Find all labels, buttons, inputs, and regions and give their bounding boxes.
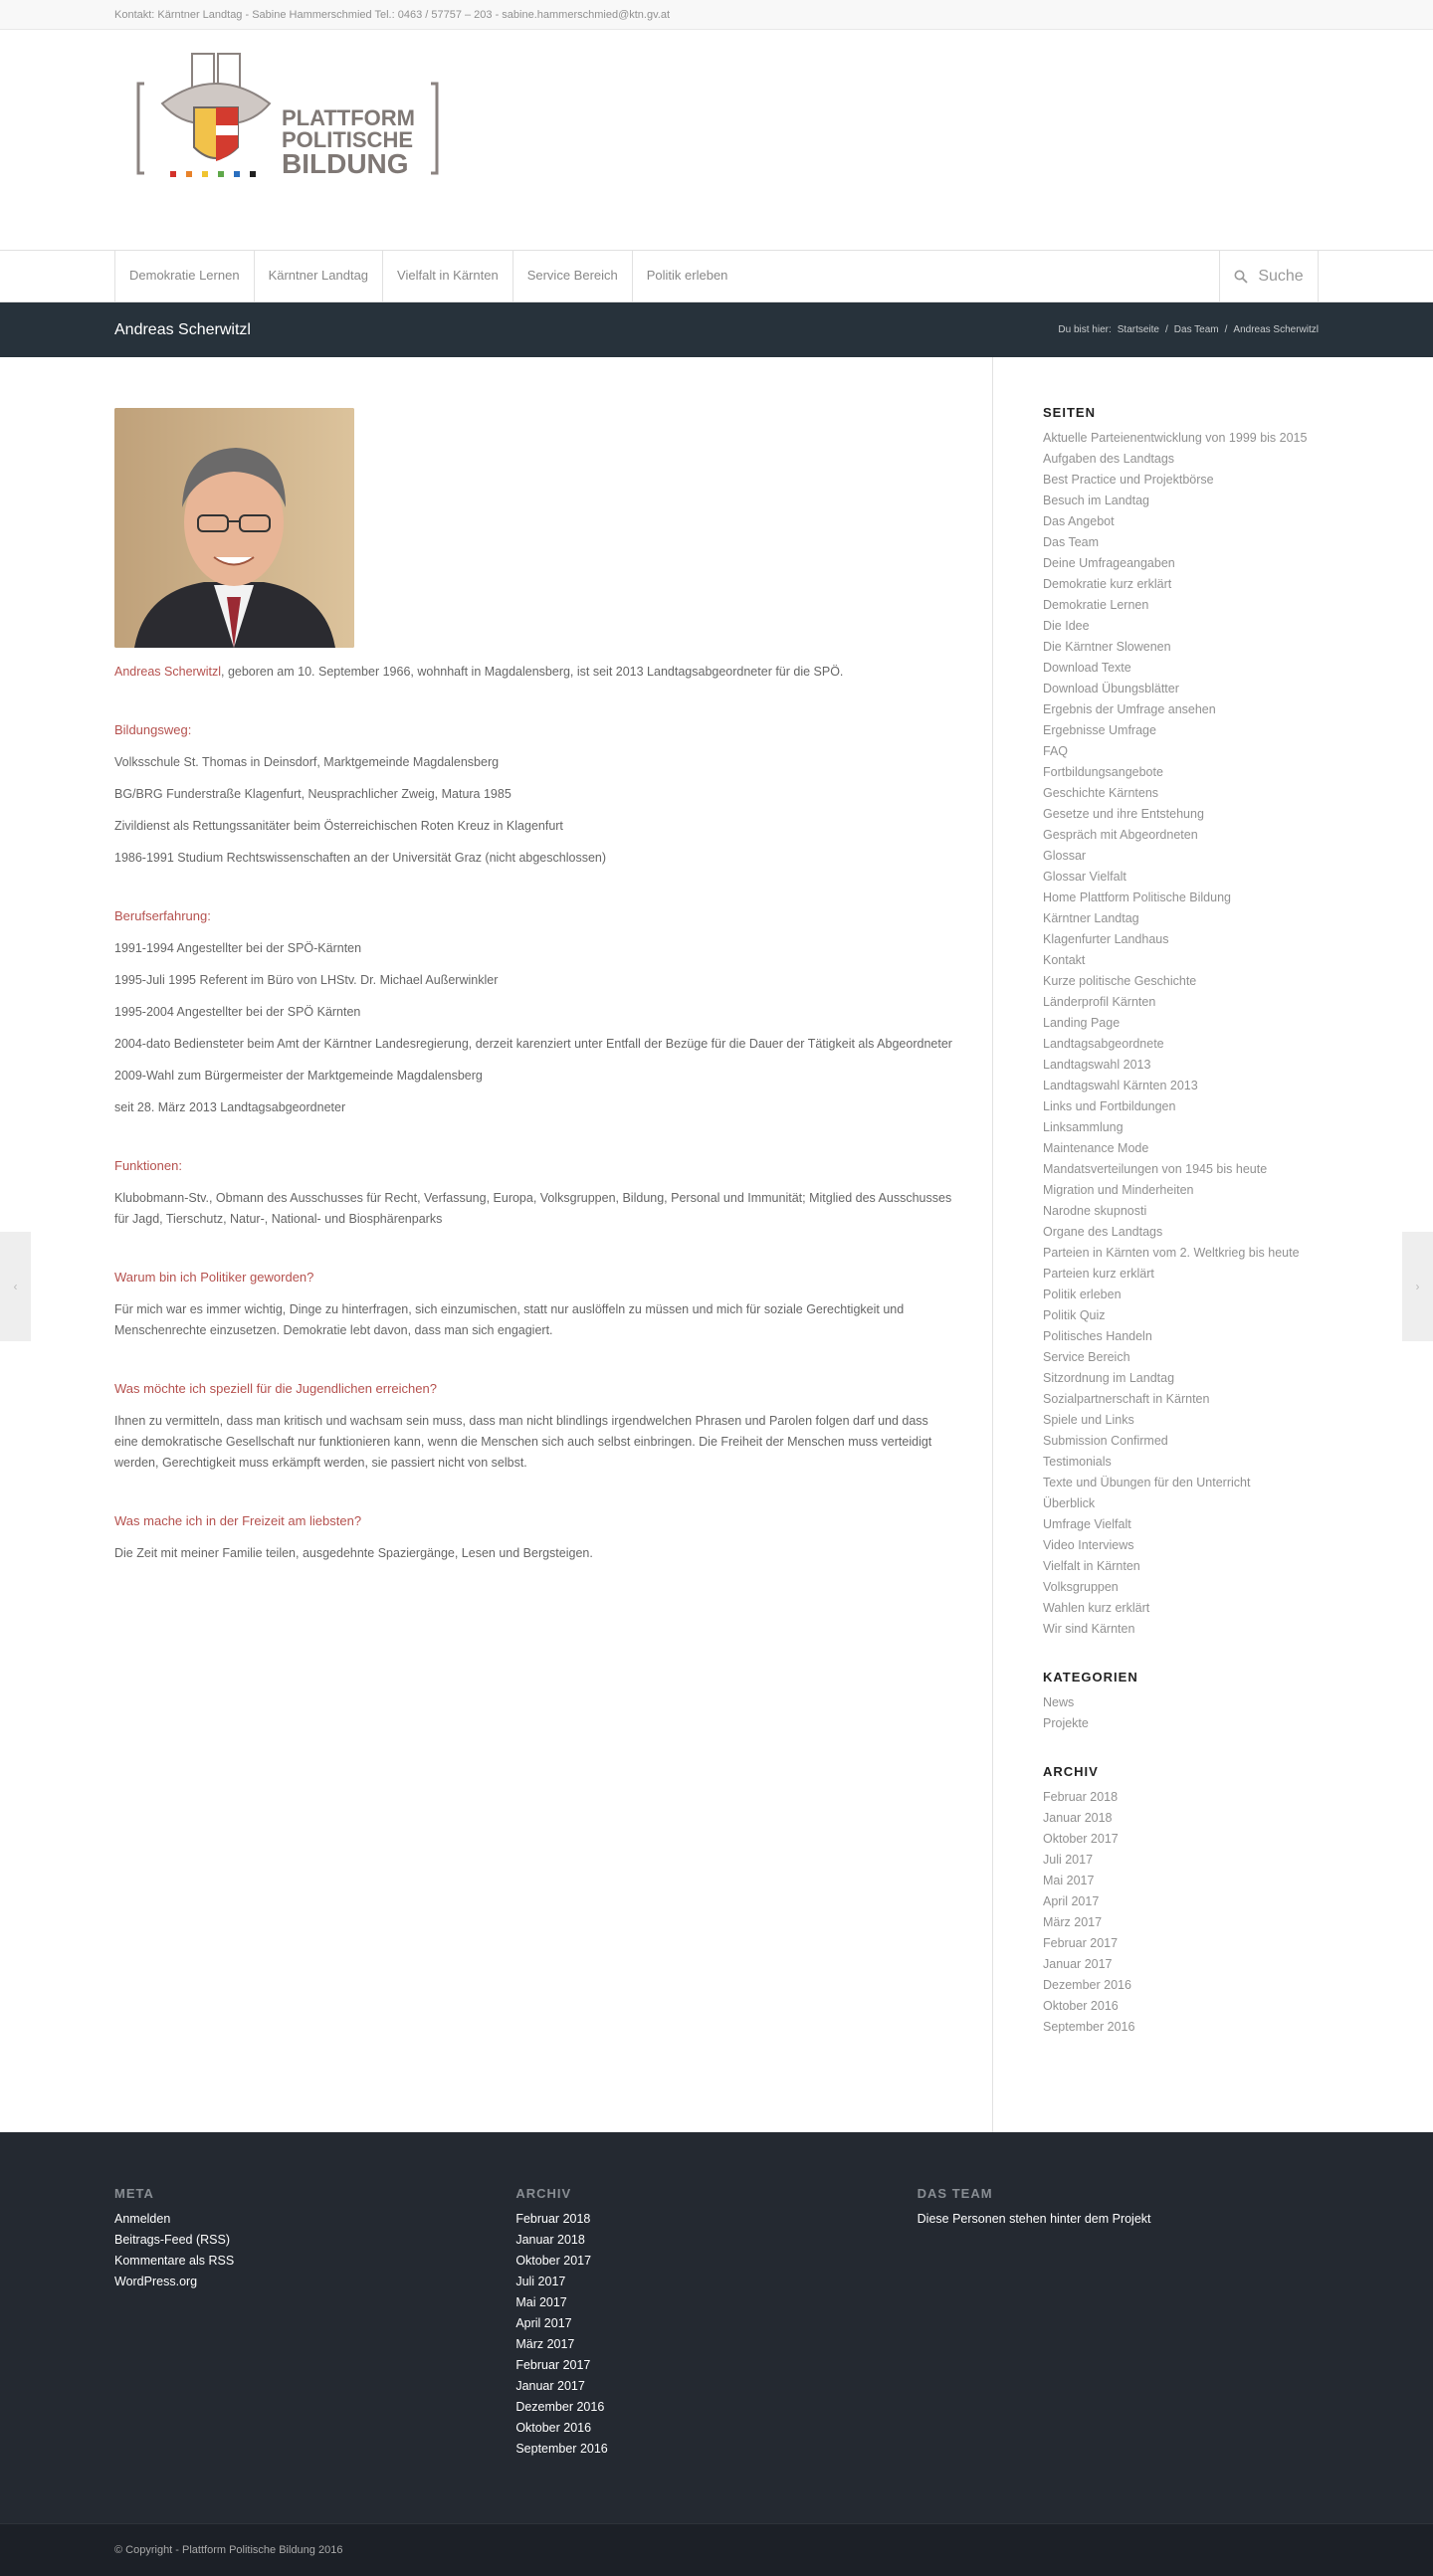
sidebar-page-item xyxy=(1043,741,1319,762)
sidebar-page-item-link[interactable]: Politisches Handeln xyxy=(1043,1329,1152,1343)
sidebar-page-item xyxy=(1043,699,1319,720)
beruf-item: 1995-Juli 1995 Referent im Büro von LHStv. Dr. Michael Außerwinkler xyxy=(114,973,499,987)
sidebar-page-item xyxy=(1043,428,1319,449)
sidebar-archive-item xyxy=(1043,1954,1319,1975)
sidebar-page-item-link[interactable]: Das Team xyxy=(1043,535,1100,549)
footer-archive-item-link[interactable]: September 2016 xyxy=(515,2442,608,2456)
funktionen-text: Klubobmann-Stv., Obmann des Ausschusses für Recht, Verfassung, Europa, Volksgruppen, Bildung, Personal und Immunität; Mitglied des Ausschusses für Jagd, Tierschutz, Natur-, National- und Biosphärenparks xyxy=(114,1191,952,1226)
sidebar-page-item xyxy=(1043,1159,1319,1180)
sidebar-archive-item xyxy=(1043,1912,1319,1933)
sidebar-archive-item-link[interactable]: Mai 2017 xyxy=(1043,1874,1095,1887)
sidebar-page-item-link[interactable]: Glossar Vielfalt xyxy=(1043,870,1126,884)
sidebar-archive-item xyxy=(1043,1850,1319,1871)
footer-archive-item xyxy=(515,2292,917,2313)
sidebar-page-item-link[interactable]: Die Kärntner Slowenen xyxy=(1043,640,1171,654)
sidebar-page-item xyxy=(1043,1076,1319,1096)
logo-icon xyxy=(132,44,451,193)
sidebar-page-item-link[interactable]: Kontakt xyxy=(1043,953,1086,967)
sidebar-page-item-link[interactable]: FAQ xyxy=(1043,744,1069,758)
footer-meta-item-link[interactable]: WordPress.org xyxy=(114,2275,198,2288)
sidebar-page-item xyxy=(1043,1556,1319,1577)
sidebar-page-item xyxy=(1043,783,1319,804)
sidebar-page-item xyxy=(1043,1013,1319,1034)
sidebar-page-item xyxy=(1043,908,1319,929)
sidebar-page-item xyxy=(1043,804,1319,825)
sidebar-page-item xyxy=(1043,825,1319,846)
footer-meta-item xyxy=(114,2272,515,2292)
sidebar-page-item xyxy=(1043,1410,1319,1431)
sidebar-page-item-link[interactable]: Kärntner Landtag xyxy=(1043,911,1139,925)
sidebar-page-item-link[interactable]: Ergebnisse Umfrage xyxy=(1043,723,1156,737)
sidebar-page-item xyxy=(1043,553,1319,574)
footer-team-text: Diese Personen stehen hinter dem Projekt xyxy=(917,2212,1151,2226)
copyright-text: © Copyright - Plattform Politische Bildung 2016 xyxy=(114,2544,343,2556)
sidebar-page-item xyxy=(1043,1326,1319,1347)
sidebar-page-item xyxy=(1043,1514,1319,1535)
sidebar-page-item xyxy=(1043,1473,1319,1493)
sidebar-page-item xyxy=(1043,658,1319,679)
footer-archive-item-link[interactable]: Februar 2018 xyxy=(515,2212,591,2226)
sidebar-page-item-link[interactable]: Wir sind Kärnten xyxy=(1043,1622,1135,1636)
sidebar-page-item-link[interactable]: Video Interviews xyxy=(1043,1538,1134,1552)
sidebar-page-item-link[interactable]: Best Practice und Projektbörse xyxy=(1043,473,1214,487)
sidebar-archive-item xyxy=(1043,1933,1319,1954)
sidebar-page-item xyxy=(1043,1493,1319,1514)
footer-archive-item xyxy=(515,2272,917,2292)
sidebar-page-item xyxy=(1043,491,1319,511)
sidebar-page-item-link[interactable]: Gesetze und ihre Entstehung xyxy=(1043,807,1204,821)
top-contact-bar xyxy=(0,0,1433,30)
sidebar-page-item-link[interactable]: Aufgaben des Landtags xyxy=(1043,452,1175,466)
sidebar-archive-item xyxy=(1043,1829,1319,1850)
main-area xyxy=(114,357,1319,2132)
sidebar-page-item xyxy=(1043,679,1319,699)
nav-item-vielfalt[interactable]: Vielfalt in Kärnten xyxy=(382,251,512,302)
footer-heading-team: DAS TEAM xyxy=(917,2186,993,2201)
sidebar-page-item-link[interactable]: Deine Umfrageangaben xyxy=(1043,556,1175,570)
search-button[interactable] xyxy=(1219,251,1319,302)
footer-archive-item-link[interactable]: Juli 2017 xyxy=(515,2275,566,2288)
section-heading-bildungsweg: Bildungsweg: xyxy=(114,722,192,737)
footer-archive-item-link[interactable]: März 2017 xyxy=(515,2337,575,2351)
footer-archive-item-link[interactable]: Mai 2017 xyxy=(515,2295,567,2309)
contact-text: Kontakt: Kärntner Landtag - Sabine Hammerschmied Tel.: 0463 / 57757 – 203 - sabine.hammerschmied@ktn.gv.at xyxy=(114,9,671,21)
sidebar-archive-item xyxy=(1043,1891,1319,1912)
sidebar-page-item-link[interactable]: Parteien kurz erklärt xyxy=(1043,1267,1154,1281)
sidebar-archive-item xyxy=(1043,2017,1319,2038)
page-title-bar xyxy=(0,302,1433,357)
copyright-bar xyxy=(0,2523,1433,2576)
sidebar-page-item xyxy=(1043,1222,1319,1243)
breadcrumb-team[interactable]: Das Team xyxy=(1173,324,1219,335)
footer-archive-item-link[interactable]: Januar 2017 xyxy=(515,2379,585,2393)
jugendliche-text: Ihnen zu vermitteln, dass man kritisch und wachsam sein muss, dass man nicht blindlings irgendwelchen Phrasen und Parolen folgen darf und dass eine demokratische Gesellschaft nur funktionieren kann, wenn die Menschen sich auch selbst einbringen. Die Freiheit der Menschen muss verteidigt werden, Gerechtigkeit muss erkämpft werden, sie passiert nicht von selbst. xyxy=(114,1414,932,1470)
sidebar-page-item-link[interactable]: Wahlen kurz erklärt xyxy=(1043,1601,1150,1615)
footer-archive-item xyxy=(515,2209,917,2230)
footer-archive-item xyxy=(515,2334,917,2355)
sidebar-archive-item-link[interactable]: Juli 2017 xyxy=(1043,1853,1094,1867)
beruf-item: 1991-1994 Angestellter bei der SPÖ-Kärnten xyxy=(114,941,362,955)
sidebar-archive-item-link[interactable]: Januar 2018 xyxy=(1043,1811,1113,1825)
sidebar-page-item xyxy=(1043,449,1319,470)
sidebar-page-item-link[interactable]: Landtagsabgeordnete xyxy=(1043,1037,1164,1051)
breadcrumb-home[interactable]: Startseite xyxy=(1117,324,1159,335)
sidebar-page-item-link[interactable]: Testimonials xyxy=(1043,1455,1112,1469)
sidebar-page-item-link[interactable]: Landtagswahl 2013 xyxy=(1043,1058,1151,1072)
sidebar-page-item-link[interactable]: Service Bereich xyxy=(1043,1350,1130,1364)
sidebar-page-item xyxy=(1043,1034,1319,1055)
sidebar-page-item xyxy=(1043,595,1319,616)
warum-politiker-text: Für mich war es immer wichtig, Dinge zu hinterfragen, sich einzumischen, statt nur auslöffeln zu müssen und mich für soziale Gerechtigkeit und Menschenrechte einzusetzen. Demokratie lebt davon, dass man sich engagiert. xyxy=(114,1302,905,1337)
sidebar-page-item xyxy=(1043,616,1319,637)
sidebar-page-item-link[interactable]: Demokratie kurz erklärt xyxy=(1043,577,1172,591)
footer-meta-item xyxy=(114,2251,515,2272)
search-label: Suche xyxy=(1258,268,1304,285)
nav-item-service-bereich[interactable]: Service Bereich xyxy=(512,251,632,302)
sidebar-page-item xyxy=(1043,867,1319,888)
site-header xyxy=(0,30,1433,251)
sidebar-archive-item-link[interactable]: September 2016 xyxy=(1043,2020,1135,2034)
sidebar-page-item xyxy=(1043,1598,1319,1619)
sidebar-page-item xyxy=(1043,1264,1319,1285)
sidebar-page-item xyxy=(1043,1305,1319,1326)
footer-archive-item xyxy=(515,2376,917,2397)
sidebar-page-item-link[interactable]: Volksgruppen xyxy=(1043,1580,1119,1594)
footer-meta-item-link[interactable]: Beitrags-Feed (RSS) xyxy=(114,2233,231,2247)
sidebar-page-item-link[interactable]: Glossar xyxy=(1043,849,1087,863)
search-icon xyxy=(1234,270,1248,284)
sidebar-page-item xyxy=(1043,950,1319,971)
breadcrumb-separator: / xyxy=(1224,324,1228,335)
sidebar-archive-item-link[interactable]: Februar 2018 xyxy=(1043,1790,1119,1804)
sidebar-page-item xyxy=(1043,992,1319,1013)
sidebar-page-item-link[interactable]: Maintenance Mode xyxy=(1043,1141,1149,1155)
sidebar-page-item xyxy=(1043,762,1319,783)
nav-item-demokratie-lernen[interactable]: Demokratie Lernen xyxy=(114,251,254,302)
sidebar-archiv-list xyxy=(1043,1787,1319,2038)
footer-meta-column xyxy=(114,2186,515,2460)
nav-item-politik-erleben[interactable]: Politik erleben xyxy=(632,251,742,302)
logo-line2: POLITISCHE xyxy=(282,127,414,152)
sidebar-page-item-link[interactable]: Download Texte xyxy=(1043,661,1131,675)
sidebar-page-item-link[interactable]: Politik erleben xyxy=(1043,1288,1122,1301)
sidebar-page-item-link[interactable]: Überblick xyxy=(1043,1496,1096,1510)
sidebar-heading-kategorien: KATEGORIEN xyxy=(1043,1670,1138,1684)
sidebar-page-item-link[interactable]: Sozialpartnerschaft in Kärnten xyxy=(1043,1392,1210,1406)
bildungsweg-item: Zivildienst als Rettungssanitäter beim Österreichischen Roten Kreuz in Klagenfurt xyxy=(114,819,563,833)
sidebar-page-item xyxy=(1043,470,1319,491)
sidebar-page-item xyxy=(1043,1431,1319,1452)
footer-archive-item-link[interactable]: Oktober 2017 xyxy=(515,2254,592,2268)
sidebar-page-item xyxy=(1043,1096,1319,1117)
sidebar-page-item-link[interactable]: Texte und Übungen für den Unterricht xyxy=(1043,1476,1251,1489)
nav-item-kaerntner-landtag[interactable]: Kärntner Landtag xyxy=(254,251,382,302)
intro-text: , geboren am 10. September 1966, wohnhaft in Magdalensberg, ist seit 2013 Landtagsabgeordneter für die SPÖ. xyxy=(221,665,844,679)
breadcrumb xyxy=(1058,324,1319,335)
sidebar-page-item-link[interactable]: Spiele und Links xyxy=(1043,1413,1134,1427)
sidebar-page-item xyxy=(1043,637,1319,658)
sidebar-page-item xyxy=(1043,888,1319,908)
footer-archive-item xyxy=(515,2251,917,2272)
sidebar-page-item-link[interactable]: Submission Confirmed xyxy=(1043,1434,1168,1448)
sidebar-page-item-link[interactable]: Demokratie Lernen xyxy=(1043,598,1149,612)
freizeit-text: Die Zeit mit meiner Familie teilen, ausgedehnte Spaziergänge, Lesen und Bergsteigen. xyxy=(114,1546,593,1560)
footer-team-column xyxy=(918,2186,1319,2460)
sidebar-page-item-link[interactable]: Aktuelle Parteienentwicklung von 1999 bis 2015 xyxy=(1043,431,1308,445)
chevron-left-icon: ‹ xyxy=(13,1280,18,1293)
footer-meta-item xyxy=(114,2209,515,2230)
sidebar-page-item xyxy=(1043,574,1319,595)
sidebar-page-item xyxy=(1043,1577,1319,1598)
footer-archive-item xyxy=(515,2439,917,2460)
footer-heading-archiv: ARCHIV xyxy=(515,2186,572,2201)
footer-archive-item-link[interactable]: April 2017 xyxy=(515,2316,572,2330)
sidebar-page-item-link[interactable]: Landing Page xyxy=(1043,1016,1121,1030)
section-heading-funktionen: Funktionen: xyxy=(114,1158,182,1173)
sidebar-archive-item-link[interactable]: April 2017 xyxy=(1043,1894,1100,1908)
sidebar-archive-item-link[interactable]: März 2017 xyxy=(1043,1915,1103,1929)
beruf-item: seit 28. März 2013 Landtagsabgeordneter xyxy=(114,1100,346,1114)
footer-archiv-column xyxy=(515,2186,917,2460)
footer-meta-item xyxy=(114,2230,515,2251)
sidebar-page-item xyxy=(1043,1180,1319,1201)
logo-line3: BILDUNG xyxy=(282,148,409,179)
sidebar-page-item xyxy=(1043,1055,1319,1076)
sidebar-page-item xyxy=(1043,1368,1319,1389)
sidebar-heading-archiv: ARCHIV xyxy=(1043,1764,1099,1779)
sidebar-archive-item xyxy=(1043,1871,1319,1891)
bildungsweg-item: Volksschule St. Thomas in Deinsdorf, Marktgemeinde Magdalensberg xyxy=(114,755,500,769)
sidebar-page-item-link[interactable]: Vielfalt in Kärnten xyxy=(1043,1559,1140,1573)
footer-archive-item xyxy=(515,2313,917,2334)
sidebar-page-item-link[interactable]: Die Idee xyxy=(1043,619,1090,633)
intro-name-link[interactable]: Andreas Scherwitzl xyxy=(114,665,221,679)
sidebar-page-item-link[interactable]: Parteien in Kärnten vom 2. Weltkrieg bis heute xyxy=(1043,1246,1300,1260)
sidebar-page-item xyxy=(1043,1389,1319,1410)
sidebar-page-item-link[interactable]: Umfrage Vielfalt xyxy=(1043,1517,1131,1531)
footer-meta-item-link[interactable]: Kommentare als RSS xyxy=(114,2254,235,2268)
sidebar-category-item-link[interactable]: News xyxy=(1043,1695,1075,1709)
sidebar-page-item xyxy=(1043,1201,1319,1222)
sidebar-page-item xyxy=(1043,929,1319,950)
portrait-photo xyxy=(114,408,354,648)
sidebar-heading-seiten: SEITEN xyxy=(1043,405,1096,420)
footer-archive-item xyxy=(515,2397,917,2418)
sidebar-page-item-link[interactable]: Narodne skupnosti xyxy=(1043,1204,1147,1218)
sidebar-page-item-link[interactable]: Migration und Minderheiten xyxy=(1043,1183,1194,1197)
sidebar-archive-item-link[interactable]: Dezember 2016 xyxy=(1043,1978,1131,1992)
footer-meta-list xyxy=(114,2209,515,2292)
section-heading-berufserfahrung: Berufserfahrung: xyxy=(114,908,211,923)
section-heading-jugendliche: Was möchte ich speziell für die Jugendlichen erreichen? xyxy=(114,1381,437,1396)
sidebar-page-item-link[interactable]: Home Plattform Politische Bildung xyxy=(1043,891,1231,904)
sidebar-archive-item-link[interactable]: Oktober 2017 xyxy=(1043,1832,1119,1846)
sidebar-page-item-link[interactable]: Landtagswahl Kärnten 2013 xyxy=(1043,1079,1198,1092)
footer-archiv-list xyxy=(515,2209,917,2460)
sidebar-archive-item xyxy=(1043,1787,1319,1808)
sidebar-page-item xyxy=(1043,1285,1319,1305)
sidebar-page-item-link[interactable]: Das Angebot xyxy=(1043,514,1115,528)
sidebar-page-item xyxy=(1043,720,1319,741)
section-heading-freizeit: Was mache ich in der Freizeit am liebsten? xyxy=(114,1513,362,1528)
footer-archive-item xyxy=(515,2355,917,2376)
sidebar-page-item-link[interactable]: Gespräch mit Abgeordneten xyxy=(1043,828,1198,842)
sidebar-page-item-link[interactable]: Organe des Landtags xyxy=(1043,1225,1163,1239)
sidebar-page-item xyxy=(1043,1117,1319,1138)
sidebar-page-item-link[interactable]: Klagenfurter Landhaus xyxy=(1043,932,1169,946)
sidebar-archive-item xyxy=(1043,1808,1319,1829)
footer-archive-item xyxy=(515,2418,917,2439)
sidebar-page-item-link[interactable]: Länderprofil Kärnten xyxy=(1043,995,1156,1009)
sidebar-page-item xyxy=(1043,846,1319,867)
footer-heading-meta: META xyxy=(114,2186,154,2201)
previous-post-tab[interactable] xyxy=(0,1232,31,1341)
bildungsweg-item: 1986-1991 Studium Rechtswissenschaften an der Universität Graz (nicht abgeschlossen) xyxy=(114,851,607,865)
sidebar-archive-item-link[interactable]: Januar 2017 xyxy=(1043,1957,1113,1971)
footer-archive-item-link[interactable]: Februar 2017 xyxy=(515,2358,591,2372)
section-heading-warum-politiker: Warum bin ich Politiker geworden? xyxy=(114,1270,314,1285)
sidebar-archive-item xyxy=(1043,1975,1319,1996)
sidebar-page-item-link[interactable]: Ergebnis der Umfrage ansehen xyxy=(1043,702,1216,716)
sidebar-page-item xyxy=(1043,971,1319,992)
breadcrumb-prefix: Du bist hier: xyxy=(1058,324,1112,335)
kategorien-list xyxy=(1043,1692,1319,1734)
bildungsweg-item: BG/BRG Funderstraße Klagenfurt, Neusprachlicher Zweig, Matura 1985 xyxy=(114,787,512,801)
sidebar-category-item xyxy=(1043,1713,1319,1734)
sidebar-page-item-link[interactable]: Mandatsverteilungen von 1945 bis heute xyxy=(1043,1162,1268,1176)
sidebar-page-item-link[interactable]: Sitzordnung im Landtag xyxy=(1043,1371,1175,1385)
sidebar-page-item-link[interactable]: Kurze politische Geschichte xyxy=(1043,974,1197,988)
sidebar-page-item xyxy=(1043,1243,1319,1264)
sidebar-page-item-link[interactable]: Fortbildungsangebote xyxy=(1043,765,1163,779)
breadcrumb-separator: / xyxy=(1165,324,1168,335)
intro-paragraph xyxy=(114,662,952,683)
next-post-tab[interactable] xyxy=(1402,1232,1433,1341)
sidebar-page-item xyxy=(1043,1347,1319,1368)
sidebar-category-item-link[interactable]: Projekte xyxy=(1043,1716,1089,1730)
sidebar-page-item xyxy=(1043,532,1319,553)
beruf-item: 2009-Wahl zum Bürgermeister der Marktgemeinde Magdalensberg xyxy=(114,1069,483,1083)
footer-archive-item xyxy=(515,2230,917,2251)
footer-archive-item-link[interactable]: Januar 2018 xyxy=(515,2233,585,2247)
main-navigation xyxy=(0,251,1433,302)
footer-archive-item-link[interactable]: Dezember 2016 xyxy=(515,2400,605,2414)
beruf-item: 1995-2004 Angestellter bei der SPÖ Kärnten xyxy=(114,1005,361,1019)
beruf-item: 2004-dato Bediensteter beim Amt der Kärntner Landesregierung, derzeit karenziert unter Entfall der Bezüge für die Dauer der Tätigkeit als Abgeordneter xyxy=(114,1037,952,1051)
sidebar-archive-item-link[interactable]: Februar 2017 xyxy=(1043,1936,1119,1950)
sidebar-page-item xyxy=(1043,1619,1319,1640)
footer-archive-item-link[interactable]: Oktober 2016 xyxy=(515,2421,592,2435)
seiten-list xyxy=(1043,428,1319,1640)
sidebar-page-item-link[interactable]: Politik Quiz xyxy=(1043,1308,1106,1322)
sidebar-category-item xyxy=(1043,1692,1319,1713)
article-content xyxy=(114,357,993,2132)
sidebar-page-item-link[interactable]: Geschichte Kärntens xyxy=(1043,786,1159,800)
sidebar-archive-item-link[interactable]: Oktober 2016 xyxy=(1043,1999,1119,2013)
sidebar-page-item xyxy=(1043,1452,1319,1473)
site-logo-link[interactable] xyxy=(114,44,1319,193)
sidebar xyxy=(993,357,1319,2132)
sidebar-page-item-link[interactable]: Download Übungsblätter xyxy=(1043,682,1179,695)
chevron-right-icon: › xyxy=(1415,1280,1420,1293)
sidebar-page-item-link[interactable]: Linksammlung xyxy=(1043,1120,1124,1134)
sidebar-archive-item xyxy=(1043,1996,1319,2017)
sidebar-page-item xyxy=(1043,1535,1319,1556)
sidebar-page-item xyxy=(1043,511,1319,532)
sidebar-page-item-link[interactable]: Besuch im Landtag xyxy=(1043,494,1150,507)
sidebar-page-item-link[interactable]: Links und Fortbildungen xyxy=(1043,1099,1176,1113)
sidebar-page-item xyxy=(1043,1138,1319,1159)
footer-meta-item-link[interactable]: Anmelden xyxy=(114,2212,171,2226)
page-title: Andreas Scherwitzl xyxy=(114,320,251,338)
breadcrumb-current: Andreas Scherwitzl xyxy=(1233,324,1319,335)
logo-line1: PLATTFORM xyxy=(282,105,416,130)
site-footer xyxy=(0,2132,1433,2523)
